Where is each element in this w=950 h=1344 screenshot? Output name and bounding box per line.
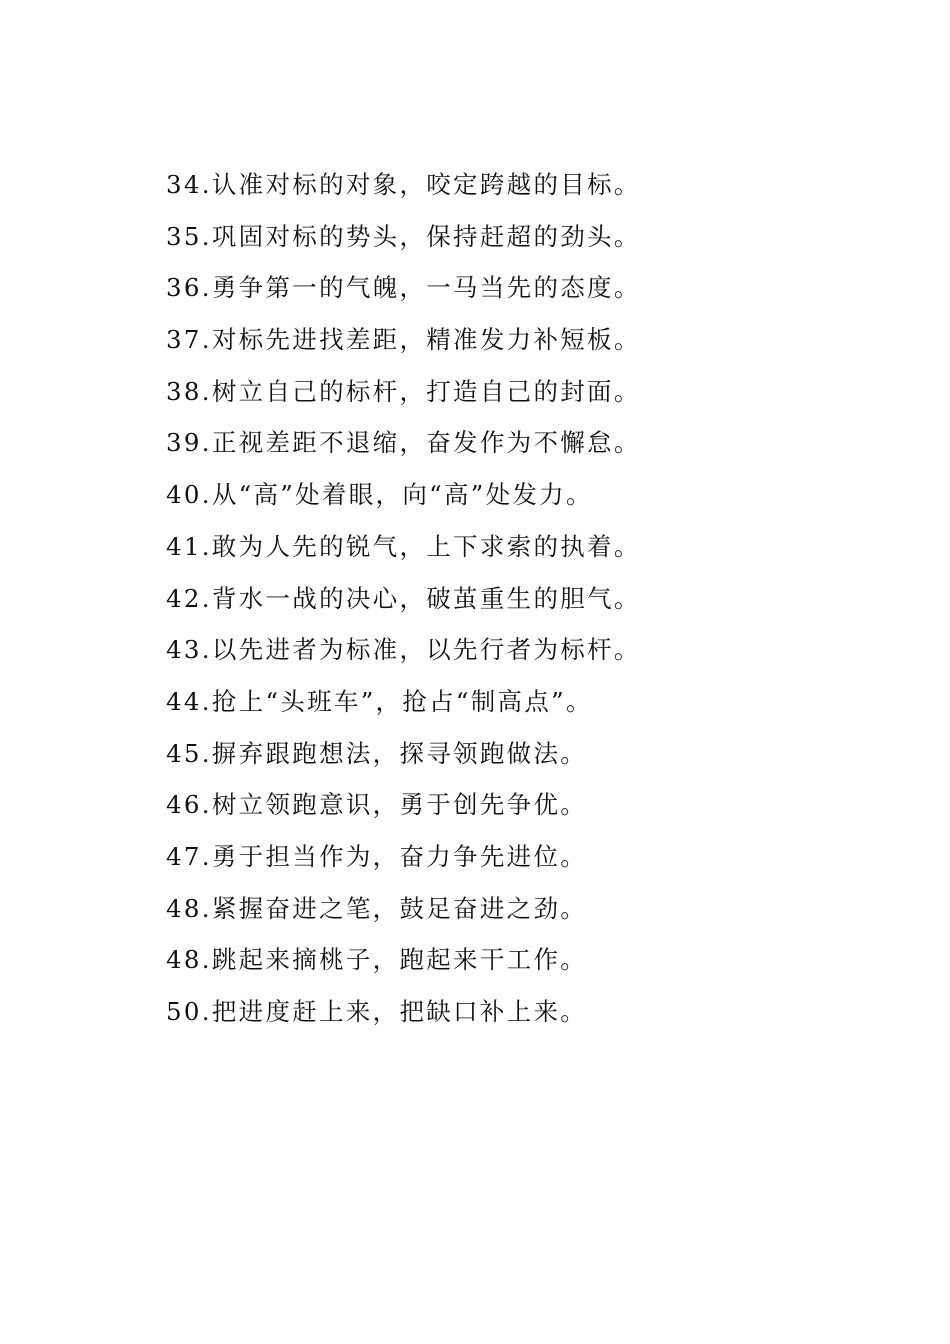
- slogan-list: [166, 165, 641, 1044]
- list-item: 35.巩固对标的势头，保持赶超的劲头。: [166, 221, 641, 251]
- list-item: 36.勇争第一的气魄，一马当先的态度。: [166, 273, 641, 303]
- list-item: 42.背水一战的决心，破茧重生的胆气。: [166, 583, 641, 613]
- list-item: 46.树立领跑意识，勇于创先争优。: [166, 790, 588, 820]
- list-item: 37.对标先进找差距，精准发力补短板。: [166, 325, 641, 355]
- list-item: 40.从“高”处着眼，向“高”处发力。: [166, 480, 593, 510]
- list-item: 44.抢上“头班车”，抢占“制高点”。: [166, 686, 593, 716]
- list-item: 47.勇于担当作为，奋力争先进位。: [166, 841, 588, 871]
- list-item: 50.把进度赶上来，把缺口补上来。: [166, 997, 588, 1026]
- list-item: 34.认准对标的对象，咬定跨越的目标。: [166, 170, 641, 199]
- list-item: 48.紧握奋进之笔，鼓足奋进之劲。: [166, 893, 588, 923]
- list-item: 48.跳起来摘桃子，跑起来干工作。: [166, 945, 588, 975]
- list-item: 38.树立自己的标杆，打造自己的封面。: [166, 376, 641, 406]
- list-item: 45.摒弃跟跑想法，探寻领跑做法。: [166, 738, 588, 768]
- list-item: 43.以先进者为标准，以先行者为标杆。: [166, 635, 641, 665]
- list-item: 39.正视差距不退缩，奋发作为不懈怠。: [166, 428, 641, 458]
- list-item: 41.敢为人先的锐气，上下求索的执着。: [166, 531, 641, 561]
